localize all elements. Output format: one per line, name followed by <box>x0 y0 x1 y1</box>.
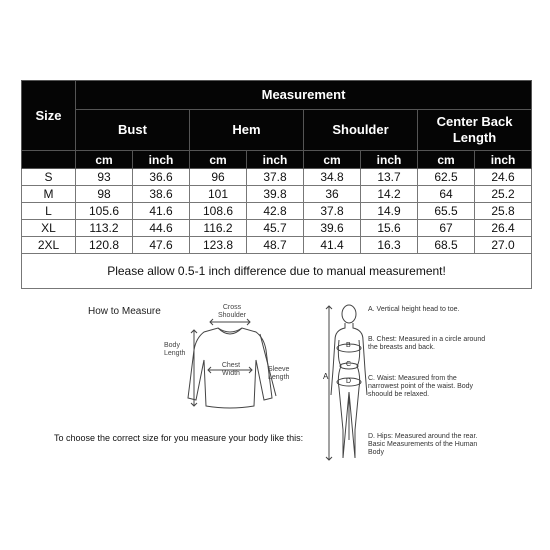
group-header-bust: Bust <box>76 110 190 151</box>
value-cell: 105.6 <box>76 203 133 220</box>
value-cell: 44.6 <box>133 220 190 237</box>
legend-item-waist: C. Waist: Measured from the narrowest point of the waist. Body shoould be relaxed. <box>368 375 474 398</box>
value-cell: 37.8 <box>247 169 304 186</box>
value-cell: 108.6 <box>190 203 247 220</box>
table-row <box>22 186 532 203</box>
value-cell: 38.6 <box>133 186 190 203</box>
size-header: Size <box>22 81 76 151</box>
value-cell: 27.0 <box>475 237 532 254</box>
value-cell: 39.6 <box>304 220 361 237</box>
table-row <box>22 169 532 186</box>
value-cell: 65.5 <box>418 203 475 220</box>
value-cell: 34.8 <box>304 169 361 186</box>
legend-item-chest: B. Chest: Measured in a circle around the breasts and back. <box>368 336 486 351</box>
table-row <box>22 237 532 254</box>
legend-item-hips: D. Hips: Measured around the rear. Basic Measurements of the Human Body <box>368 433 478 456</box>
how-to-measure-title: How to Measure <box>88 306 161 317</box>
value-cell: 62.5 <box>418 169 475 186</box>
sweater-diagram-icon <box>160 310 300 420</box>
value-cell: 25.8 <box>475 203 532 220</box>
unit-header: inch <box>247 151 304 169</box>
value-cell: 37.8 <box>304 203 361 220</box>
legend-item-height: A. Vertical height head to toe. <box>368 306 460 313</box>
human-body-diagram-icon <box>315 300 375 465</box>
value-cell: 47.6 <box>133 237 190 254</box>
value-cell: 41.6 <box>133 203 190 220</box>
value-cell: 67 <box>418 220 475 237</box>
value-cell: 113.2 <box>76 220 133 237</box>
value-cell: 39.8 <box>247 186 304 203</box>
unit-header: inch <box>361 151 418 169</box>
table-row <box>22 203 532 220</box>
value-cell: 26.4 <box>475 220 532 237</box>
value-cell: 120.8 <box>76 237 133 254</box>
value-cell: 123.8 <box>190 237 247 254</box>
value-cell: 93 <box>76 169 133 186</box>
value-cell: 14.9 <box>361 203 418 220</box>
measurement-header: Measurement <box>76 81 532 110</box>
letter-c-label: C <box>346 361 352 368</box>
value-cell: 96 <box>190 169 247 186</box>
letter-d-label: D <box>346 378 352 385</box>
value-cell: 36.6 <box>133 169 190 186</box>
unit-header: cm <box>304 151 361 169</box>
value-cell: 16.3 <box>361 237 418 254</box>
size-cell: 2XL <box>22 237 76 254</box>
unit-header: cm <box>418 151 475 169</box>
size-cell: XL <box>22 220 76 237</box>
value-cell: 101 <box>190 186 247 203</box>
unit-header-row <box>22 151 532 169</box>
unit-header: inch <box>133 151 190 169</box>
value-cell: 36 <box>304 186 361 203</box>
unit-header: cm <box>76 151 133 169</box>
value-cell: 98 <box>76 186 133 203</box>
size-chart-table <box>21 80 532 289</box>
group-header-hem: Hem <box>190 110 304 151</box>
value-cell: 64 <box>418 186 475 203</box>
value-cell: 68.5 <box>418 237 475 254</box>
value-cell: 13.7 <box>361 169 418 186</box>
choose-size-instruction: To choose the correct size for you measure your body like this: <box>54 433 304 443</box>
cross-shoulder-label: Cross Shoulder <box>217 304 247 319</box>
body-length-label: Body Length <box>164 342 186 357</box>
unit-header: cm <box>190 151 247 169</box>
letter-a-label: A <box>323 372 329 381</box>
value-cell: 42.8 <box>247 203 304 220</box>
value-cell: 14.2 <box>361 186 418 203</box>
size-cell: L <box>22 203 76 220</box>
letter-b-label: B <box>346 342 351 349</box>
value-cell: 48.7 <box>247 237 304 254</box>
value-cell: 41.4 <box>304 237 361 254</box>
table-row <box>22 220 532 237</box>
group-header-shoulder: Shoulder <box>304 110 418 151</box>
value-cell: 15.6 <box>361 220 418 237</box>
sleeve-length-label: Sleeve Length <box>268 366 290 381</box>
value-cell: 25.2 <box>475 186 532 203</box>
group-header-center-back-length: Center Back Length <box>418 110 532 151</box>
unit-header-blank <box>22 151 76 169</box>
value-cell: 24.6 <box>475 169 532 186</box>
value-cell: 116.2 <box>190 220 247 237</box>
size-cell: S <box>22 169 76 186</box>
size-cell: M <box>22 186 76 203</box>
chest-width-label: Chest Width <box>221 362 241 377</box>
measurement-note: Please allow 0.5-1 inch difference due to manual measurement! <box>22 254 532 289</box>
unit-header: inch <box>475 151 532 169</box>
value-cell: 45.7 <box>247 220 304 237</box>
